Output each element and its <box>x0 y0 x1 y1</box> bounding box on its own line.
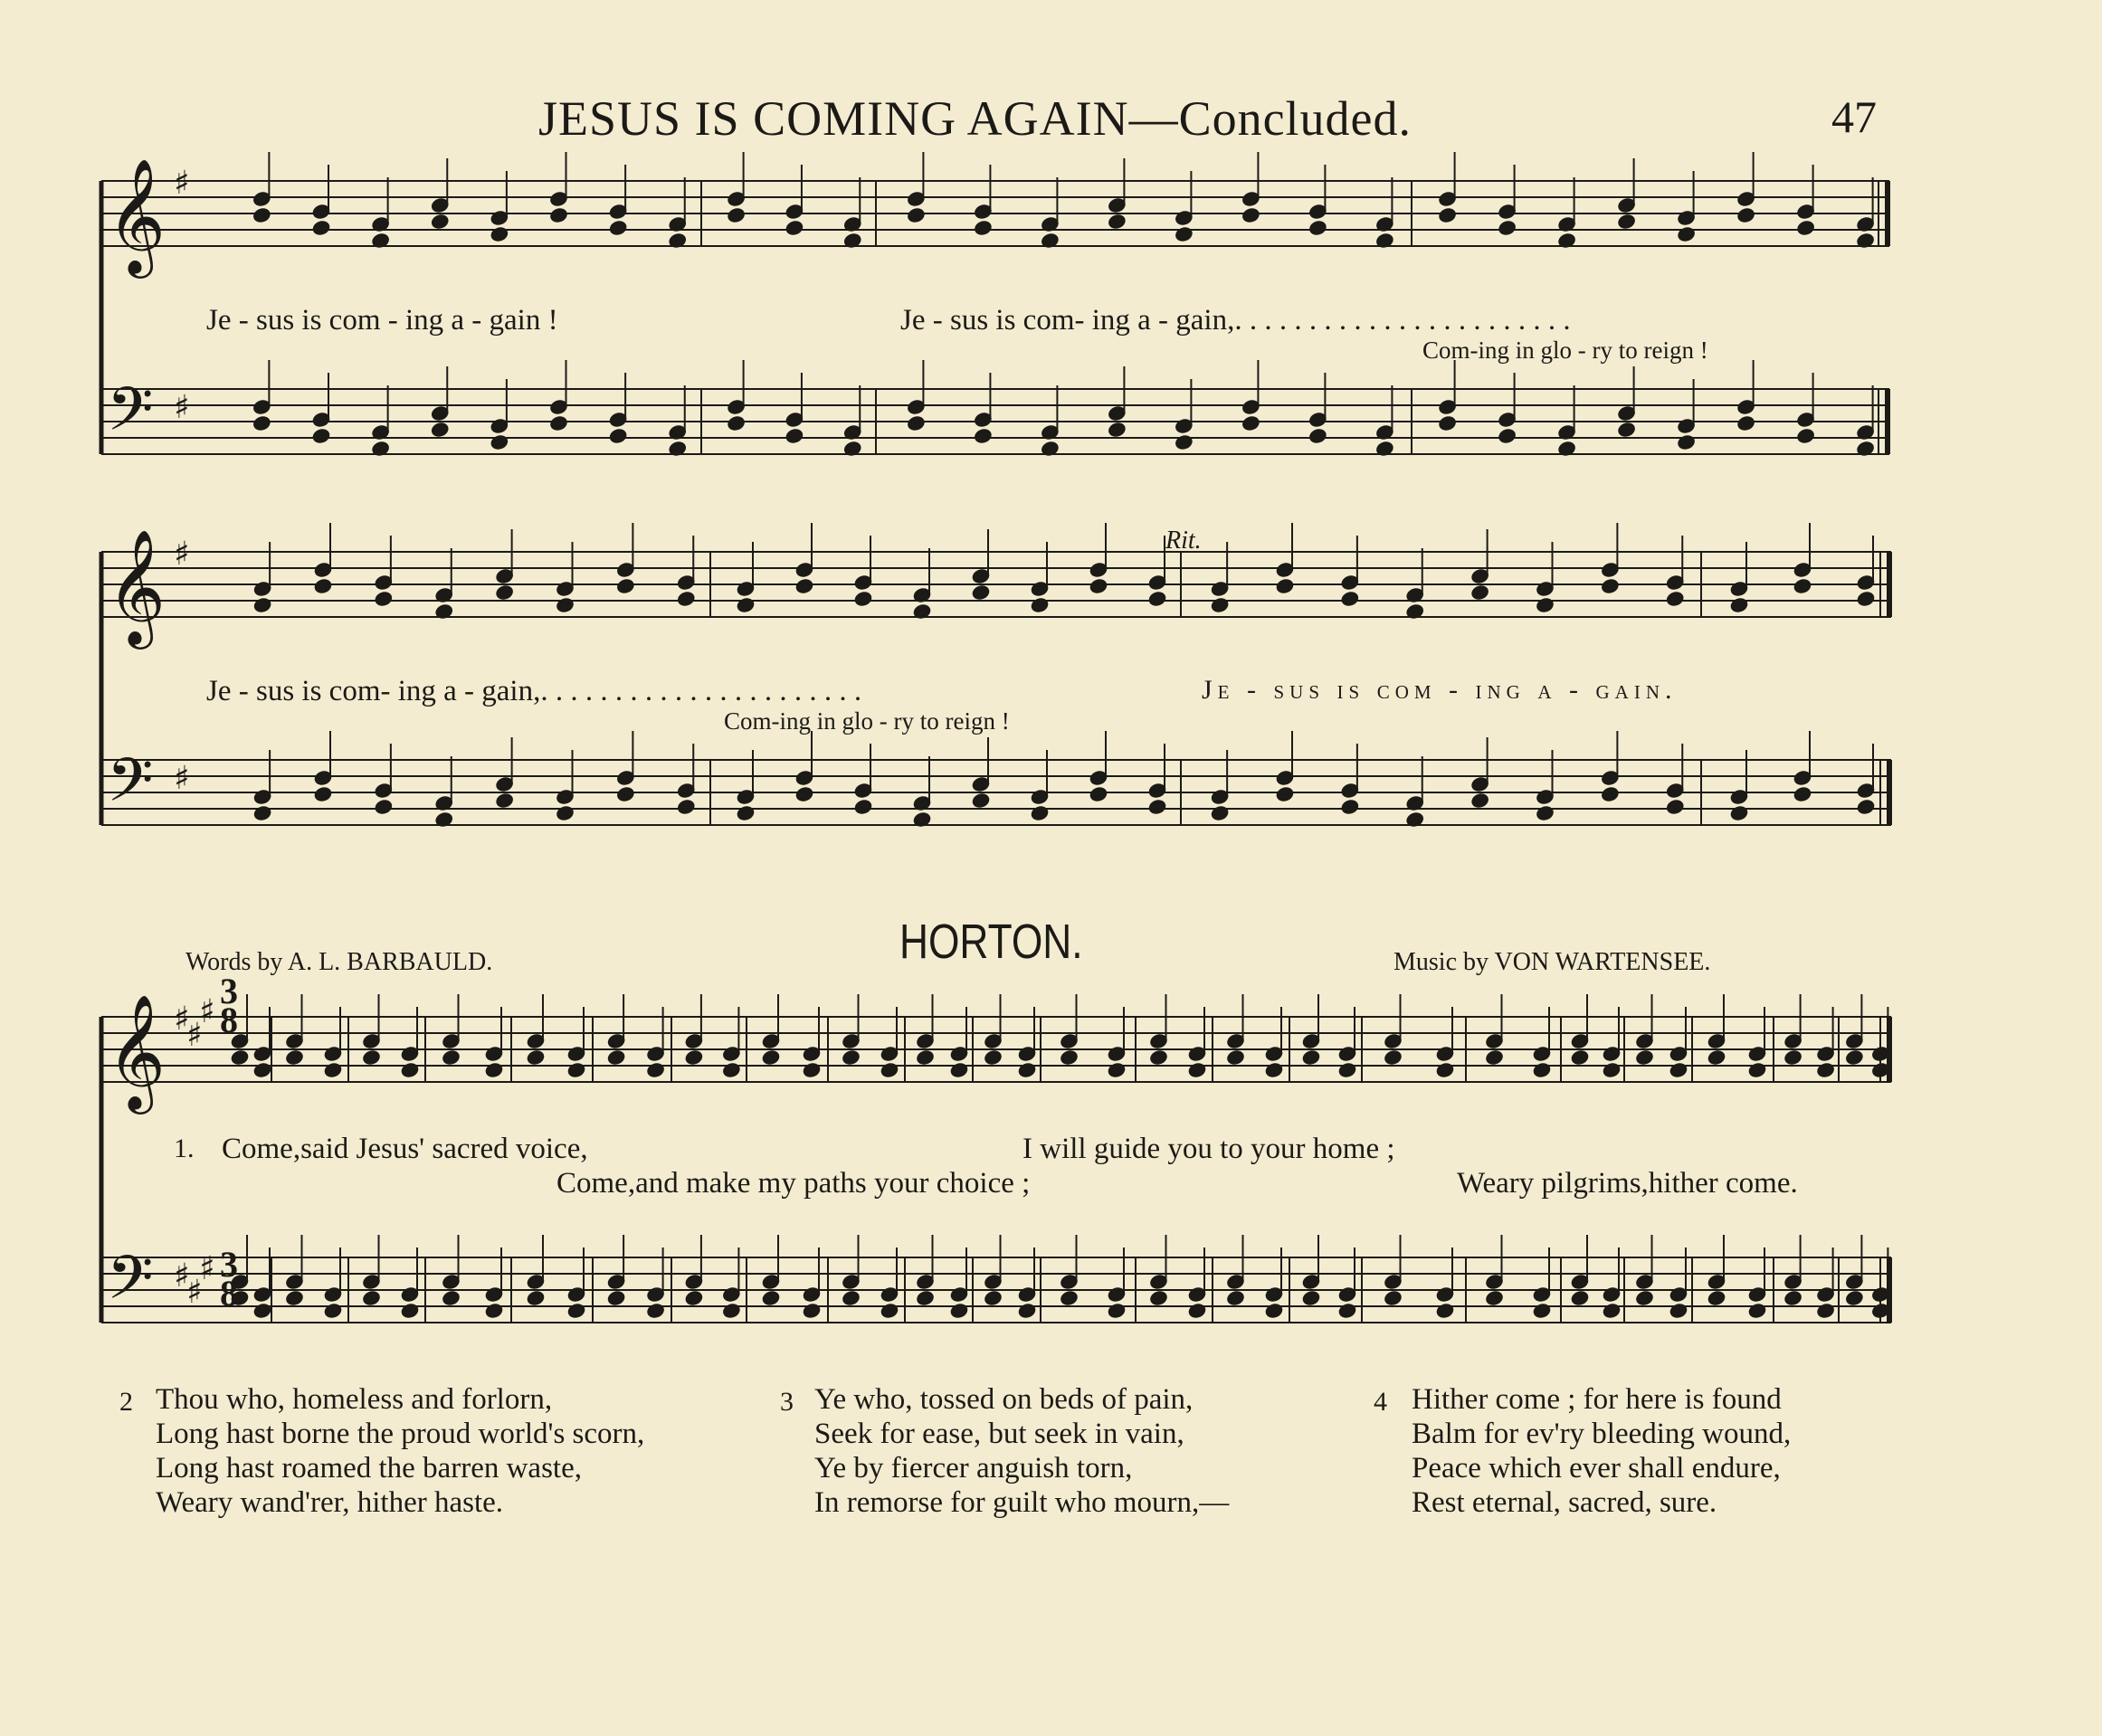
note-head <box>252 414 272 432</box>
note-head <box>1060 1289 1080 1306</box>
note-head <box>1635 1048 1655 1066</box>
note-head <box>484 1302 504 1319</box>
note-head <box>1665 798 1685 815</box>
note-head <box>676 590 696 607</box>
song1-lyric-line: Je - sus is com - ing a - gain ! <box>206 304 558 337</box>
note-head <box>1210 596 1230 613</box>
time-signature-treble: 3 8 <box>220 971 238 1040</box>
note-head <box>974 427 994 444</box>
note-head <box>1665 590 1685 607</box>
note-head <box>606 1048 626 1066</box>
note-head <box>1617 421 1637 438</box>
song1-lyric-line: Je - sus is com- ing a - gain,. . . . . . . . . . . . . . . . . . . . . . . <box>900 304 1571 337</box>
note-head <box>1030 596 1050 613</box>
note-head <box>684 1289 704 1306</box>
sharp-accidental: ♯ <box>174 536 190 573</box>
note-head <box>1677 225 1697 242</box>
note-head <box>616 577 636 594</box>
note-head <box>252 1302 272 1319</box>
note-head <box>430 421 450 438</box>
note-head <box>526 1289 546 1306</box>
note-head <box>1175 433 1194 451</box>
note-head <box>1536 804 1555 821</box>
note-head <box>252 206 272 223</box>
note-head <box>1210 804 1230 821</box>
note-head <box>1187 1061 1207 1078</box>
note-head <box>794 577 814 594</box>
words-credit: Words by A. L. BARBAULD. <box>185 948 493 976</box>
verse-number: 1. <box>174 1134 195 1163</box>
note-head <box>1089 785 1108 802</box>
note-head <box>1485 1048 1505 1066</box>
note-head <box>785 219 804 236</box>
note-head <box>1677 433 1697 451</box>
note-head <box>907 206 927 223</box>
note-head <box>1435 1302 1455 1319</box>
note-head <box>1532 1302 1552 1319</box>
note-head <box>616 785 636 802</box>
note-head <box>1108 421 1127 438</box>
note-head <box>549 414 569 432</box>
note-head <box>442 1289 461 1306</box>
note-head <box>1308 427 1328 444</box>
verse-text: Ye who, tossed on beds of pain, Seek for ease, but seek in vain, Ye by fiercer anguish torn, In remorse for guilt who mourn,— <box>814 1383 1230 1519</box>
hymn-title: HORTON. <box>899 915 1083 969</box>
note-head <box>1264 1302 1284 1319</box>
treble-clef: 𝄞 <box>107 157 166 273</box>
note-head <box>1570 1289 1590 1306</box>
treble-clef: 𝄞 <box>107 528 166 644</box>
bass-clef: 𝄢 <box>107 745 154 830</box>
sharp-accidental: ♯ <box>174 1257 190 1295</box>
note-head <box>1384 1289 1403 1306</box>
note-head <box>1264 1061 1284 1078</box>
note-head <box>230 1048 250 1066</box>
note-head <box>727 414 747 432</box>
note-head <box>1017 1061 1037 1078</box>
note-head <box>1438 414 1458 432</box>
note-head <box>1796 427 1816 444</box>
note-head <box>853 798 873 815</box>
note-head <box>1485 1289 1505 1306</box>
note-head <box>285 1289 305 1306</box>
note-head <box>1856 590 1876 607</box>
note-head <box>606 1289 626 1306</box>
song1-lyric-line: Com-ing in glo - ry to reign ! <box>1422 337 1708 364</box>
ritardando-marking: Rit. <box>1165 526 1202 555</box>
note-head <box>1498 219 1517 236</box>
note-head <box>1736 206 1756 223</box>
verse-number: 2 <box>119 1387 133 1417</box>
note-head <box>646 1061 666 1078</box>
note-head <box>1435 1061 1455 1078</box>
note-head <box>1816 1302 1836 1319</box>
note-head <box>252 804 272 821</box>
note-head <box>1108 213 1127 230</box>
note-head <box>1570 1048 1590 1066</box>
note-head <box>1147 798 1167 815</box>
note-head <box>1729 804 1749 821</box>
note-head <box>608 219 628 236</box>
verse1-line: Come,and make my paths your choice ; <box>556 1167 1031 1200</box>
note-head <box>1470 583 1490 601</box>
note-head <box>736 804 756 821</box>
note-head <box>971 583 991 601</box>
note-head <box>1384 1048 1403 1066</box>
note-head <box>1030 804 1050 821</box>
time-signature-bass: 3 8 <box>220 1244 238 1314</box>
note-head <box>1536 596 1555 613</box>
sharp-accidental: ♯ <box>174 389 190 426</box>
note-head <box>490 225 509 242</box>
note-head <box>323 1061 343 1078</box>
note-head <box>323 1302 343 1319</box>
note-head <box>1707 1048 1726 1066</box>
note-head <box>1793 785 1812 802</box>
verse1-line: Weary pilgrims,hither come. <box>1457 1167 1798 1200</box>
note-head <box>1060 1048 1080 1066</box>
note-head <box>1736 414 1756 432</box>
verse1-line: Come,said Jesus' sacred voice, <box>222 1133 588 1165</box>
note-head <box>1241 206 1261 223</box>
note-head <box>916 1048 936 1066</box>
note-head <box>1669 1061 1688 1078</box>
verse-text: Hither come ; for here is found Balm for ev'ry bleeding wound, Peace which ever shall endure, Rest eternal, sacred, sure. <box>1412 1383 1792 1519</box>
note-head <box>1856 798 1876 815</box>
note-head <box>1793 577 1812 594</box>
sharp-accidental: ♯ <box>199 1250 215 1287</box>
note-head <box>984 1048 1003 1066</box>
song1-lyric-line: Je - sus is com- ing a - gain,. . . . . . . . . . . . . . . . . . . . . . <box>206 675 862 707</box>
note-head <box>802 1061 822 1078</box>
note-head <box>1175 225 1194 242</box>
note-head <box>285 1048 305 1066</box>
note-head <box>842 1289 861 1306</box>
note-head <box>1498 427 1517 444</box>
note-head <box>676 798 696 815</box>
note-head <box>1107 1302 1127 1319</box>
note-head <box>362 1289 382 1306</box>
note-head <box>484 1061 504 1078</box>
note-head <box>1340 590 1360 607</box>
note-head <box>1747 1302 1767 1319</box>
note-head <box>1301 1048 1321 1066</box>
note-head <box>853 590 873 607</box>
note-head <box>400 1302 420 1319</box>
note-head <box>1017 1302 1037 1319</box>
note-head <box>252 596 272 613</box>
note-head <box>1532 1061 1552 1078</box>
note-head <box>1149 1289 1169 1306</box>
note-head <box>1707 1289 1726 1306</box>
note-head <box>802 1302 822 1319</box>
note-head <box>490 433 509 451</box>
note-head <box>1783 1289 1803 1306</box>
bass-clef: 𝄢 <box>107 1243 154 1327</box>
verse-number: 4 <box>1374 1387 1387 1417</box>
note-head <box>761 1289 781 1306</box>
note-head <box>880 1061 899 1078</box>
note-head <box>1241 414 1261 432</box>
note-head <box>566 1061 586 1078</box>
note-head <box>1601 577 1621 594</box>
note-head <box>311 219 331 236</box>
sharp-accidental: ♯ <box>174 1001 190 1038</box>
verse1-line: I will guide you to your home ; <box>1022 1133 1395 1165</box>
note-head <box>761 1048 781 1066</box>
note-head <box>916 1289 936 1306</box>
note-head <box>736 596 756 613</box>
note-head <box>495 583 515 601</box>
note-head <box>1796 219 1816 236</box>
note-head <box>722 1302 742 1319</box>
sharp-accidental: ♯ <box>186 1274 203 1311</box>
note-head <box>984 1289 1003 1306</box>
note-head <box>556 804 575 821</box>
note-head <box>1149 1048 1169 1066</box>
note-head <box>785 427 804 444</box>
note-head <box>722 1061 742 1078</box>
note-head <box>374 590 394 607</box>
note-head <box>907 414 927 432</box>
note-head <box>842 1048 861 1066</box>
note-head <box>1340 798 1360 815</box>
note-head <box>1301 1289 1321 1306</box>
verse-text: Thou who, homeless and forlorn, Long hast borne the proud world's scorn, Long hast roamed the barren waste, Weary wand'rer, hither haste. <box>156 1383 645 1519</box>
note-head <box>442 1048 461 1066</box>
note-head <box>1783 1048 1803 1066</box>
note-head <box>646 1302 666 1319</box>
sharp-accidental: ♯ <box>174 165 190 202</box>
note-head <box>252 1061 272 1078</box>
note-head <box>1337 1302 1357 1319</box>
note-head <box>949 1302 969 1319</box>
note-head <box>949 1061 969 1078</box>
note-head <box>1107 1061 1127 1078</box>
note-head <box>1470 792 1490 809</box>
note-head <box>549 206 569 223</box>
sharp-accidental: ♯ <box>186 1017 203 1054</box>
note-head <box>362 1048 382 1066</box>
sharp-accidental: ♯ <box>174 760 190 797</box>
note-head <box>430 213 450 230</box>
note-head <box>1729 596 1749 613</box>
song1-lyric-line: Je - sus is com - ing a - gain. <box>1202 675 1678 705</box>
note-head <box>566 1302 586 1319</box>
note-head <box>974 219 994 236</box>
note-head <box>313 577 333 594</box>
note-head <box>1089 577 1108 594</box>
page-number: 47 <box>1831 91 1877 142</box>
note-head <box>400 1061 420 1078</box>
verse-number: 3 <box>780 1387 794 1417</box>
note-head <box>526 1048 546 1066</box>
note-head <box>727 206 747 223</box>
song1-lyric-line: Com-ing in glo - ry to reign ! <box>724 707 1010 735</box>
note-head <box>1635 1289 1655 1306</box>
note-head <box>1147 590 1167 607</box>
note-head <box>311 427 331 444</box>
note-head <box>684 1048 704 1066</box>
note-head <box>374 798 394 815</box>
note-head <box>1845 1289 1865 1306</box>
note-head <box>1275 577 1295 594</box>
note-head <box>1337 1061 1357 1078</box>
sharp-accidental: ♯ <box>199 993 215 1030</box>
note-head <box>1308 219 1328 236</box>
note-head <box>495 792 515 809</box>
note-head <box>1816 1061 1836 1078</box>
note-head <box>1226 1048 1246 1066</box>
music-credit: Music by VON WARTENSEE. <box>1393 948 1711 976</box>
note-head <box>313 785 333 802</box>
note-head <box>608 427 628 444</box>
note-head <box>1438 206 1458 223</box>
note-head <box>1602 1302 1622 1319</box>
page-title: JESUS IS COMING AGAIN—Concluded. <box>538 91 1412 146</box>
treble-clef: 𝄞 <box>107 993 166 1109</box>
bass-clef: 𝄢 <box>107 375 154 459</box>
note-head <box>556 596 575 613</box>
note-head <box>1617 213 1637 230</box>
note-head <box>880 1302 899 1319</box>
note-head <box>794 785 814 802</box>
note-head <box>1275 785 1295 802</box>
note-head <box>971 792 991 809</box>
note-head <box>1669 1302 1688 1319</box>
note-head <box>1747 1061 1767 1078</box>
note-head <box>1226 1289 1246 1306</box>
note-head <box>1845 1048 1865 1066</box>
note-head <box>1187 1302 1207 1319</box>
note-head <box>1602 1061 1622 1078</box>
note-head <box>1601 785 1621 802</box>
